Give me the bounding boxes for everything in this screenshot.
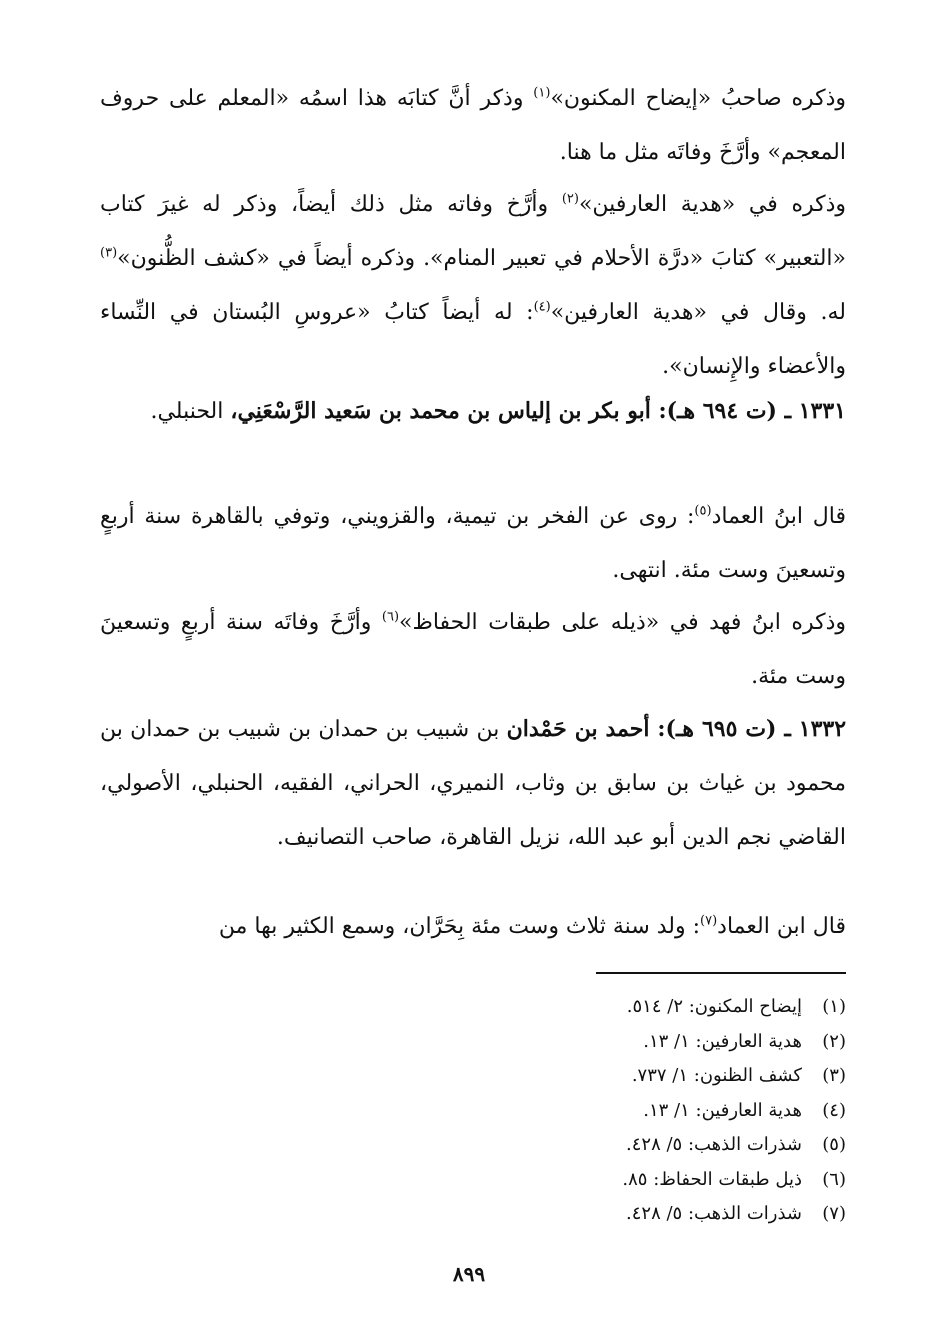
paragraph-text: وذكره ابنُ فهد في «ذيله على طبقات الحفاظ»: [399, 610, 846, 635]
paragraph-text: : ولد سنة ثلاث وست مئة بِحَرَّان، وسمع الكثير بها من: [218, 914, 701, 939]
paragraph-text: وأرَّخ وفاته مثل ذلك أيضاً، وذكر له غيرَ كتاب «التعبير» كتابَ «درَّة الأحلام في تعبير المنام». وذكره أيضاً في «كشف الظُّنون»: [100, 192, 846, 271]
entry-1331-heading: [100, 384, 846, 439]
paragraph-1: [100, 72, 846, 180]
footnote-number: (٤): [822, 1099, 846, 1121]
footnote-reference: (٧): [700, 913, 718, 929]
footnote-reference: (٤): [533, 299, 551, 315]
footnote-item: [100, 1025, 846, 1060]
footnote-text: هدية العارفين: ١/ ١٣.: [643, 1099, 802, 1121]
entry-title-text: ١٣٣١ ـ (ت ٦٩٤ هـ): أبو بكر بن إلياس بن محمد بن سَعيد الرَّسْعَنِي،: [230, 398, 846, 424]
paragraph-text: قال ابن العماد: [717, 914, 846, 939]
footnote-reference: (٦): [381, 609, 400, 625]
footnote-reference: (٢): [561, 191, 579, 207]
footnote-number: (٦): [822, 1168, 846, 1190]
paragraph-text: الحنبلي.: [150, 399, 231, 424]
footnote-text: شذرات الذهب: ٥/ ٤٢٨.: [626, 1134, 802, 1155]
footnote-number: (٢): [822, 1030, 846, 1052]
footnote-text: كشف الظنون: ١/ ٧٣٧.: [631, 1065, 802, 1086]
paragraph-text: بن شبيب بن حمدان بن شبيب بن حمدان بن محمود بن غياث بن سابق بن وثاب، النميري، الحراني، الفقيه، الحنبلي، الأصولي، القاضي نجم الدين أبو عبد الله، نزيل القاهرة، صاحب التصانيف.: [100, 717, 846, 850]
footnotes-list: [100, 990, 846, 1232]
paragraph-4: [100, 490, 846, 598]
page-number: ٨٩٩: [452, 1262, 486, 1286]
paragraph-2: [100, 178, 846, 394]
paragraph-5: [100, 596, 846, 704]
footnote-number: (٣): [822, 1065, 846, 1086]
footnote-reference: (٣): [100, 245, 118, 261]
footnote-reference: (٥): [694, 503, 712, 519]
footnote-reference: (١): [533, 85, 551, 101]
paragraph-text: وذكره في «هدية العارفين»: [578, 192, 846, 217]
footnote-item: [100, 1197, 846, 1232]
footnote-item: [100, 1128, 846, 1163]
paragraph-text: : له أيضاً كتابُ «عروسِ البُستان في النِّساء والأعضاء والإِنسان».: [100, 300, 846, 379]
footnote-text: هدية العارفين: ١/ ١٣.: [643, 1030, 802, 1052]
footnote-divider: [596, 972, 846, 974]
footnote-number: (٧): [822, 1203, 846, 1224]
paragraph-text: وأرَّخَ وفاتَه سنة أربعٍ وتسعينَ وست مئة.: [100, 610, 846, 689]
footnote-number: (١): [822, 996, 846, 1017]
paragraph-text: قال ابنُ العماد: [711, 504, 846, 529]
footnote-text: ذيل طبقات الحفاظ: ٨٥.: [622, 1168, 802, 1190]
entry-1332-heading: [100, 702, 846, 865]
paragraph-7: [100, 900, 846, 954]
entry-title-text: ١٣٣٢ ـ (ت ٦٩٥ هـ): أحمد بن حَمْدان: [506, 716, 847, 742]
paragraph-text: وذكر أنَّ كتابَه هذا اسمُه «المعلم على حروف المعجم» وأرَّخَ وفاتَه مثل ما هنا.: [100, 86, 846, 165]
paragraph-text: : روى عن الفخر بن تيمية، والقزويني، وتوفي بالقاهرة سنة أربعٍ وتسعينَ وست مئة. انتهى.: [100, 504, 846, 583]
footnote-item: [100, 1094, 846, 1129]
footnote-number: (٥): [822, 1134, 846, 1155]
footnote-item: [100, 1059, 846, 1094]
paragraph-text: وذكره صاحبُ «إيضاح المكنون»: [550, 86, 846, 111]
paragraph-text: له. وقال في «هدية العارفين»: [550, 300, 846, 325]
footnote-item: [100, 1163, 846, 1198]
footnote-item: [100, 990, 846, 1025]
footnote-text: إيضاح المكنون: ٢/ ٥١٤.: [626, 996, 802, 1017]
footnote-text: شذرات الذهب: ٥/ ٤٢٨.: [626, 1203, 802, 1224]
